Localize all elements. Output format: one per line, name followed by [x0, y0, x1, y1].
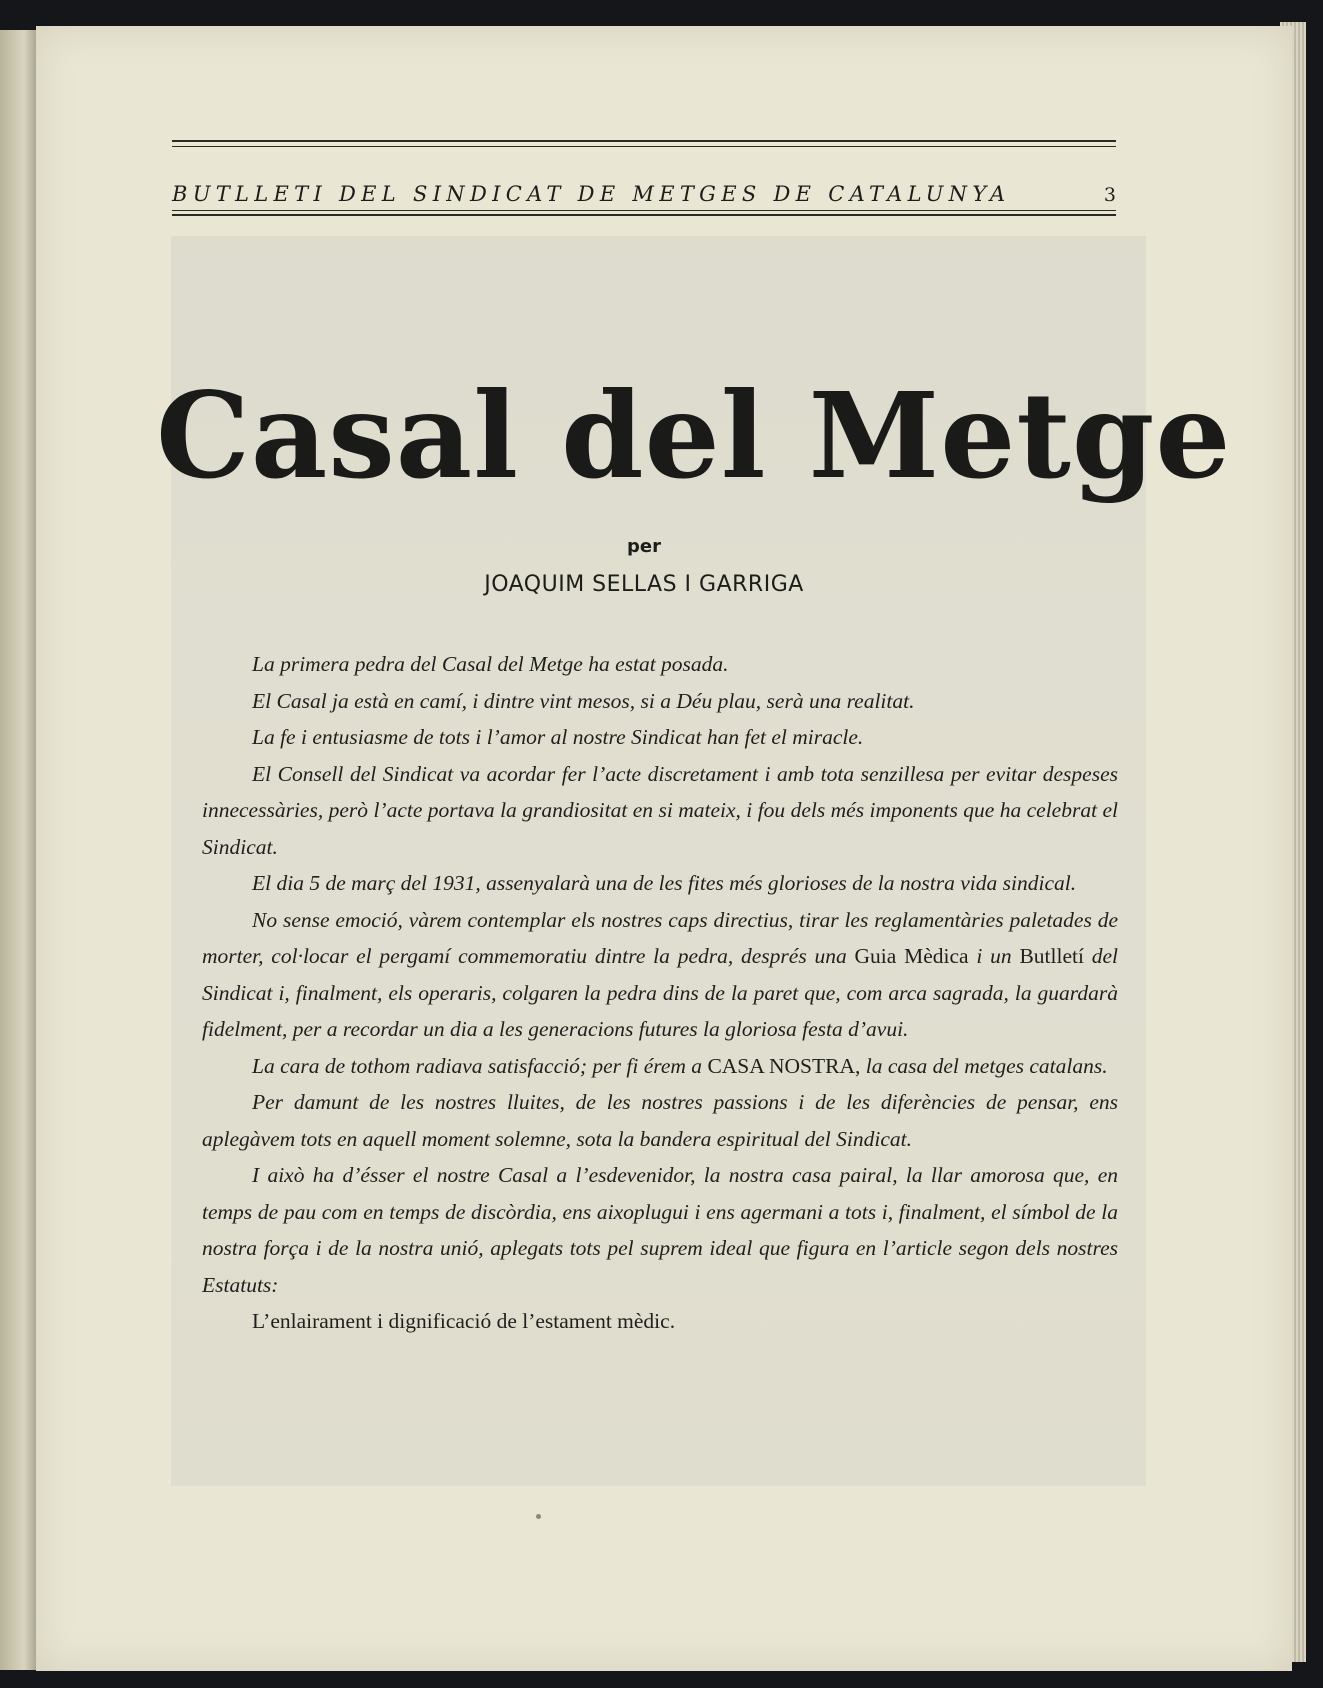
publication-name: Butlletí — [1019, 944, 1084, 968]
emphasis-text: CASA NOSTRA, — [707, 1053, 861, 1078]
paragraph: El Consell del Sindicat va acordar fer l’acte discretament i amb tota senzillesa per evitar despeses innecessàries, però l’acte portava la grandiositat en si mateix, i fou dels més imponents que ha celebrat el Sindicat. — [202, 761, 1118, 859]
paragraph: Per damunt de les nostres lluites, de les nostres passions i de les diferències de pensar, ens aplegàvem tots en aquell moment solemne, sota la bandera espiritual del Sindicat. — [202, 1090, 1118, 1151]
article-title: Casal del Metge — [156, 366, 1232, 505]
byline-prefix: per — [627, 536, 661, 557]
paragraph-text: del Sindicat i, finalment, els operaris, colgaren la pedra dins de la paret que, com arca sagrada, la guardarà fidelment, per a recordar un dia a les generacions futures la gloriosa festa d’avui. — [202, 944, 1118, 1041]
statute-quote: L’enlairament i dignificació de l’estament mèdic. — [252, 1309, 676, 1333]
article-body — [202, 646, 1118, 1340]
journal-title: BUTLLETI DEL SINDICAT DE METGES DE CATALUNYA — [172, 182, 1011, 206]
header-rule-bottom-1 — [172, 210, 1116, 211]
paragraph: El Casal ja està en camí, i dintre vint mesos, si a Déu plau, serà una realitat. — [252, 688, 915, 713]
paragraph: El dia 5 de març del 1931, assenyalarà una de les fites més glorioses de la nostra vida sindical. — [252, 871, 1077, 895]
journal-page — [36, 26, 1292, 1671]
paragraph-text: i un — [968, 944, 1020, 968]
running-header — [172, 140, 1116, 214]
article-author: JOAQUIM SELLAS I GARRIGA — [484, 572, 804, 597]
ink-speck — [536, 1514, 541, 1519]
paragraph: La primera pedra del Casal del Metge ha estat posada. — [252, 652, 729, 676]
paragraph — [202, 1048, 1118, 1085]
left-page-edge — [0, 30, 40, 1670]
page-number: 3 — [1103, 184, 1116, 206]
paragraph-text: la casa del metges catalans. — [860, 1053, 1108, 1078]
header-rule-top-2 — [172, 146, 1116, 147]
publication-name: Guia Mèdica — [854, 944, 969, 968]
header-rule-top-1 — [172, 140, 1116, 142]
paragraph — [202, 902, 1118, 1048]
paragraph: I això ha d’ésser el nostre Casal a l’esdevenidor, la nostra casa pairal, la llar amorosa que, en temps de pau com en temps de discòrdia, ens aixoplugui i ens agermani a tots i, finalment, el símbol de la nostra força i de la nostra unió, aplegats tots pel suprem ideal que figura en l’article segon dels nostres Estatuts: — [202, 1163, 1118, 1297]
paragraph-text: No sense emoció, vàrem contemplar els nostres caps directius, tirar les reglamentàries paletades de morter, col·locar el pergamí commemoratiu dintre la pedra, després una — [202, 907, 1118, 968]
paragraph-text: La cara de tothom radiava satisfacció; per fi érem a — [252, 1053, 708, 1078]
header-rule-bottom-2 — [172, 214, 1116, 216]
paragraph: La fe i entusiasme de tots i l’amor al nostre Sindicat han fet el miracle. — [252, 725, 864, 749]
